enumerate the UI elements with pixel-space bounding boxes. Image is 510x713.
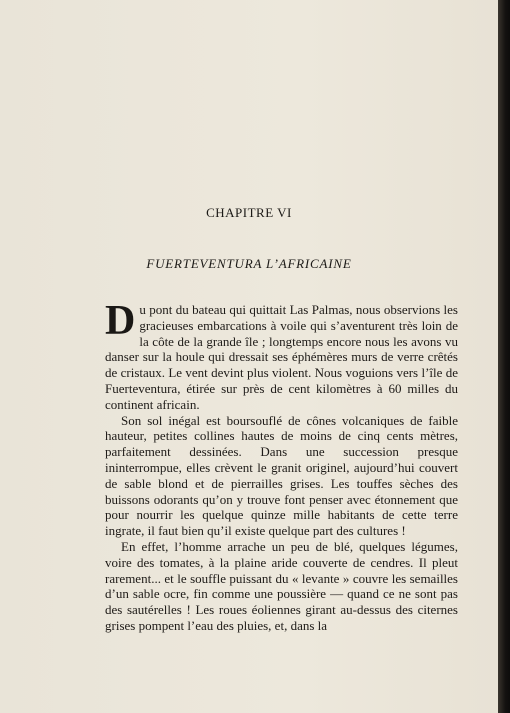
paragraph-2: Son sol inégal est boursouflé de cônes volcaniques de faible hauteur, petites collines hautes de moins de cinq cents mètres, parfaitement dessinées. Dans une succession presque ininterrompue, elles crèvent le granit originel, aujourd’hui couvert de sable blond et de pierrailles grises. Les touffes sèches des buissons odorants qu’on y trouve font penser avec étonnement que pour nourrir les quelque quinze mille habitants de cette terre ingrate, il faut bien qu’il existe quelque part des cultures ! bbox=[105, 412, 458, 539]
paragraph-1-text: u pont du bateau qui quittait Las Palmas, nous observions les gracieuses embarcations à voile qui s’aventurent très loin de la côte de la grande île ; longtemps encore nous les avons vu danser sur la houle qui dressait ses éphémères murs de verre crêtés de cristaux. Le vent devint plus violent. Nous voguions vers l’île de Fuerteventura, étirée sur près de cent kilomètres à 60 milles du continent africain. bbox=[105, 302, 458, 412]
chapter-heading: CHAPITRE VI bbox=[206, 205, 292, 220]
paragraph-1 bbox=[105, 298, 458, 413]
paragraph-3: En effet, l’homme arrache un peu de blé, quelques légumes, voire des tomates, à la plaine aride couverte de cendres. Il pleut rarement... et le souffle puissant du « levante » couvre les semailles d’un sable ocre, fin comme une poussière — quand ce ne sont pas des sautérelles ! Les roues éoliennes girant au-dessus des citernes grises pompent l’eau des pluies, et, dans la bbox=[105, 538, 458, 633]
drop-cap: D bbox=[105, 298, 136, 344]
body-text bbox=[105, 298, 458, 634]
chapter-title: FUERTEVENTURA L’AFRICAINE bbox=[146, 256, 352, 271]
book-edge bbox=[498, 0, 510, 713]
